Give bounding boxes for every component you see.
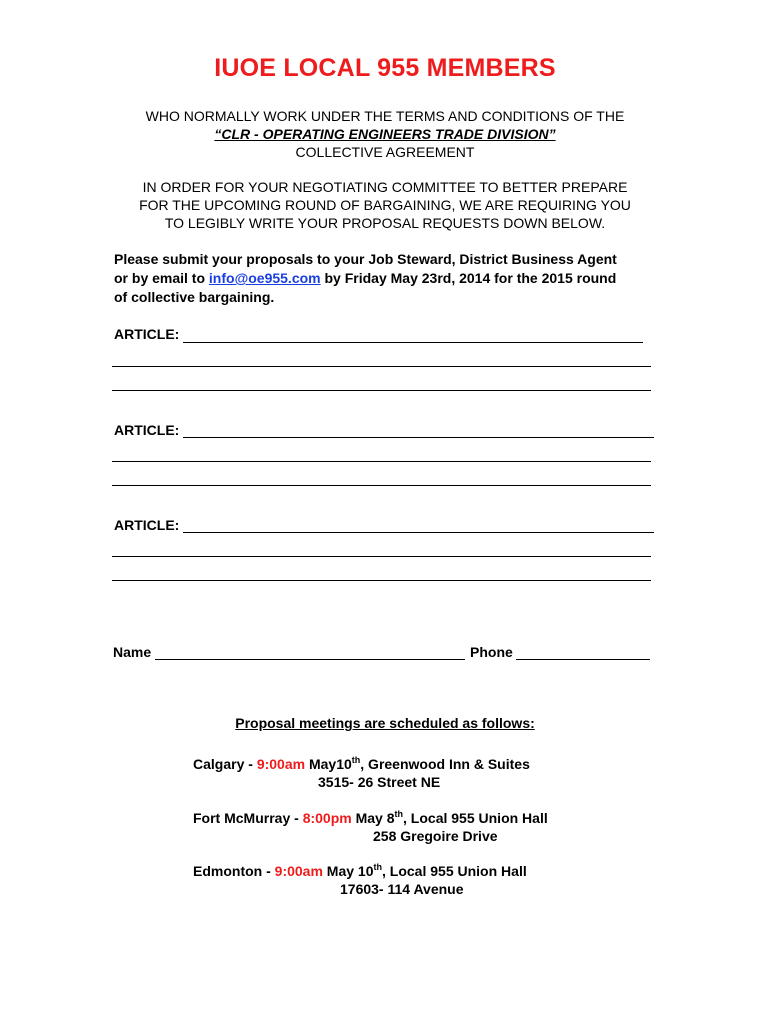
intro-line-2 <box>0 126 770 142</box>
meetings-heading <box>0 715 770 731</box>
date-suffix: th <box>373 862 383 872</box>
meeting-date: May10 <box>305 756 352 772</box>
meetings-heading-text: Proposal meetings are scheduled as follows: <box>235 715 535 731</box>
meeting-details <box>193 756 530 772</box>
intro-line-1: WHO NORMALLY WORK UNDER THE TERMS AND CONDITIONS OF THE <box>145 108 625 124</box>
submit-line-2 <box>114 269 674 288</box>
phone-input-line[interactable] <box>516 659 650 660</box>
article-label: ARTICLE: <box>114 422 180 438</box>
meeting-address: 258 Gregoire Drive <box>373 828 498 844</box>
date-suffix: th <box>394 809 404 819</box>
meeting-address: 3515- 26 Street NE <box>318 774 441 790</box>
meeting-time: 9:00am <box>274 863 323 879</box>
proposal-input-line[interactable] <box>112 390 651 391</box>
phone-label: Phone <box>470 644 513 660</box>
agreement-name: “CLR - OPERATING ENGINEERS TRADE DIVISION” <box>214 126 556 142</box>
meeting-city: Calgary - <box>193 756 257 772</box>
page-title: IUOE LOCAL 955 MEMBERS <box>214 54 556 82</box>
meeting-venue: , Greenwood Inn & Suites <box>360 756 530 772</box>
notice-line-3: TO LEGIBLY WRITE YOUR PROPOSAL REQUESTS DOWN BELOW. <box>164 215 606 231</box>
proposal-input-line[interactable] <box>112 556 651 557</box>
article-label: ARTICLE: <box>114 517 180 533</box>
meeting-details <box>193 863 527 879</box>
proposal-input-line[interactable] <box>112 580 651 581</box>
meeting-venue: , Local 955 Union Hall <box>403 810 548 826</box>
proposal-input-line[interactable] <box>112 366 651 367</box>
meeting-details <box>193 810 548 826</box>
intro-line-3: COLLECTIVE AGREEMENT <box>295 144 475 160</box>
notice-line-1: IN ORDER FOR YOUR NEGOTIATING COMMITTEE TO BETTER PREPARE <box>142 179 628 195</box>
article-input-line[interactable] <box>183 532 654 533</box>
meeting-city: Edmonton - <box>193 863 275 879</box>
proposal-input-line[interactable] <box>112 485 651 486</box>
meeting-date: May 10 <box>322 863 374 879</box>
article-label: ARTICLE: <box>114 326 180 342</box>
proposal-input-line[interactable] <box>112 461 651 462</box>
name-input-line[interactable] <box>155 659 465 660</box>
submit-instructions <box>114 250 674 307</box>
meeting-venue: , Local 955 Union Hall <box>382 863 527 879</box>
article-input-line[interactable] <box>183 342 643 343</box>
meeting-address: 17603- 114 Avenue <box>340 881 464 897</box>
submit-line-1: Please submit your proposals to your Job Steward, District Business Agent <box>114 251 617 267</box>
name-label: Name <box>113 644 152 660</box>
meeting-date: May 8 <box>351 810 395 826</box>
meeting-time: 9:00am <box>256 756 306 772</box>
submit-line-3: of collective bargaining. <box>114 289 275 305</box>
date-suffix: th <box>351 755 361 765</box>
notice-line-2: FOR THE UPCOMING ROUND OF BARGAINING, WE ARE REQUIRING YOU <box>139 197 631 213</box>
submit-text-after: by Friday May 23rd, 2014 for the 2015 round <box>320 270 617 286</box>
submit-text-before: or by email to <box>114 270 209 286</box>
article-input-line[interactable] <box>183 437 654 438</box>
meeting-city: Fort McMurray - <box>193 810 303 826</box>
meeting-time: 8:00pm <box>302 810 352 826</box>
email-link[interactable]: info@oe955.com <box>208 270 321 286</box>
